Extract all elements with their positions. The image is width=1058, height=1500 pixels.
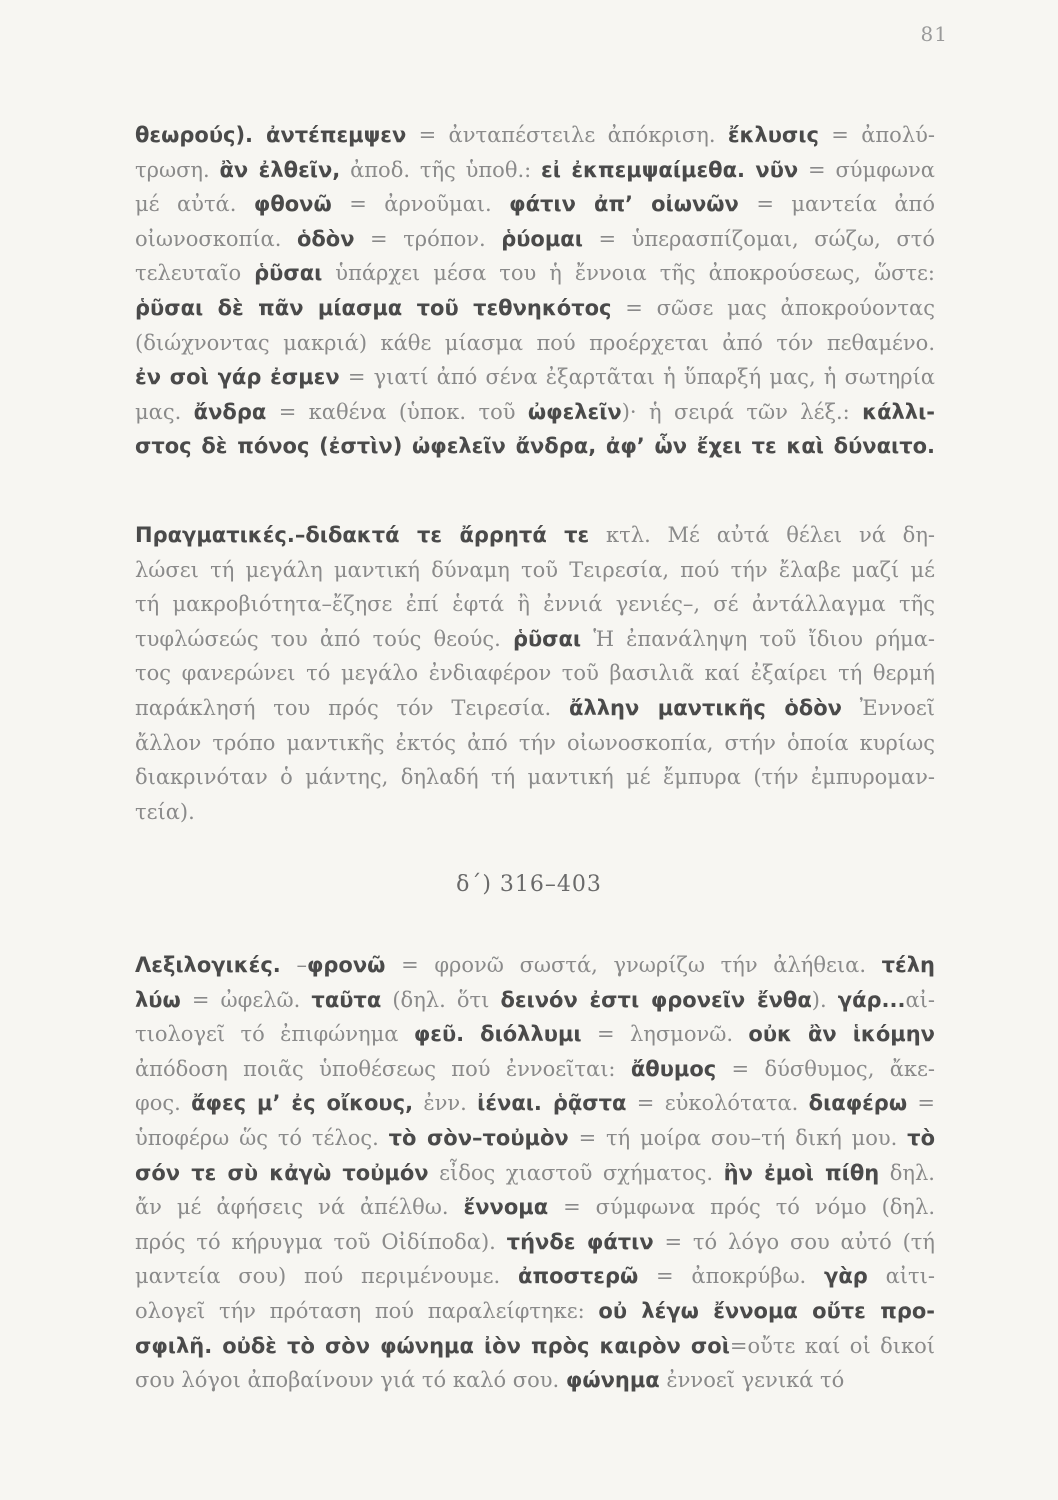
plain-text: τυφλώσεώς του ἀπό τούς θεούς. [135, 626, 513, 651]
plain-text: )· ἡ σειρά τῶν λέξ.: [621, 399, 863, 424]
text-line [135, 1363, 935, 1398]
bold-term: ἔκλυσις [727, 123, 819, 147]
text-line [135, 622, 935, 657]
plain-text: αἰτι- [867, 1264, 935, 1289]
plain-text: αἰ- [905, 987, 935, 1012]
plain-text: σου λόγοι ἀποβαίνουν γιά τό καλό σου. [135, 1368, 566, 1393]
bold-term: φεῦ. διόλλυμι [413, 1022, 582, 1047]
text-line [135, 948, 935, 983]
text-line [135, 518, 935, 553]
bold-term: ταῦτα [311, 987, 382, 1012]
text-line [135, 395, 935, 430]
text-line [135, 1052, 935, 1087]
bold-term: ἂν ἐλθεῖν, [219, 157, 341, 182]
plain-text: ). [811, 987, 838, 1012]
plain-text: κτλ. Μέ αὐτά θέλει νά δη- [589, 523, 935, 547]
bold-term: Πραγματικές.–διδακτά τε ἄρρητά τε [135, 523, 590, 547]
text-line [135, 1225, 935, 1260]
plain-text: εἶδος χιαστοῦ σχήματος. [428, 1160, 724, 1185]
bold-term: τήνδε φάτιν [506, 1229, 654, 1254]
text-line [135, 1294, 935, 1329]
plain-text: = ὑπερασπίζομαι, σώζω, στό [582, 226, 935, 251]
paragraph-practical-notes [135, 518, 935, 829]
text-line [135, 187, 935, 222]
plain-text: =οὔτε καί οἱ δικοί [729, 1333, 935, 1358]
bold-term: γάρ... [837, 987, 906, 1012]
bold-term: ἔννομα [463, 1195, 549, 1220]
plain-text: ἀποδ. τῆς ὑποθ.: [340, 157, 542, 182]
plain-text: παράκλησή του πρός τόν Τειρεσία. [135, 695, 570, 720]
text-line [135, 222, 935, 257]
bold-term: οὐκ ἂν ἱκόμην [748, 1022, 935, 1047]
plain-text: = εὐκολότατα. [626, 1091, 809, 1116]
plain-text: ἐνν. [413, 1091, 478, 1116]
bold-term: φρονῶ [306, 953, 386, 977]
text-line [135, 326, 935, 361]
bold-term: ἢν ἐμοὶ πίθη [723, 1160, 880, 1185]
plain-text: φος. [135, 1091, 192, 1116]
plain-text: οἰωνοσκοπία. [135, 226, 297, 251]
plain-text: = δύσθυμος, ἄκε- [716, 1056, 935, 1081]
text-line [135, 429, 935, 464]
plain-text: ἐννοεῖ γενικά τό [659, 1368, 845, 1393]
bold-term: ἄφες μ’ ἐς οἴκους, [191, 1091, 414, 1116]
text-line [135, 1017, 935, 1052]
bold-term: ὠφελεῖν [527, 399, 622, 424]
bold-term: ῥύομαι [501, 226, 583, 251]
text-line [135, 1329, 935, 1364]
paragraph-lexical-notes-1 [135, 118, 935, 464]
plain-text: = καθένα (ὑποκ. τοῦ [266, 399, 528, 424]
plain-text: = φρονῶ σωστά, γνωρίζω τήν ἀλήθεια. [385, 953, 882, 977]
bold-term: στος δὲ πόνος (ἐστὶν) ὠφελεῖν ἄνδρα, ἀφ’ ὧν ἔχει τε καὶ δύναιτο. [135, 434, 935, 459]
plain-text: ἄν μέ ἀφήσεις νά ἀπέλθω. [135, 1195, 464, 1220]
bold-term: δεινόν ἐστι φρονεῖν ἔνθα [500, 987, 812, 1012]
plain-text: διακρινόταν ὁ μάντης, δηλαδή τή μαντική μέ ἔμπυρα (τήν ἐμπυρομαν- [135, 765, 935, 790]
plain-text: τρωση. [135, 157, 220, 182]
bold-term: ῥῦσαι [254, 261, 323, 286]
text-line [135, 153, 935, 188]
plain-text: (δηλ. ὅτι [381, 987, 501, 1012]
plain-text: = ἀρνοῦμαι. [331, 192, 510, 217]
bold-term: τέλη [881, 953, 935, 977]
plain-text: ολογεῖ τήν πρόταση πού παραλείφτηκε: [135, 1298, 599, 1323]
plain-text: = λησμονῶ. [581, 1022, 749, 1047]
text-line [135, 656, 935, 691]
text-line [135, 587, 935, 622]
bold-term: λύω [135, 987, 181, 1012]
plain-text: τιολογεῖ τό ἐπιφώνημα [135, 1022, 414, 1047]
bold-term: εἰ ἐκπεμψαίμεθα. νῦν [541, 157, 799, 182]
bold-term: ἀποστερῶ [518, 1264, 639, 1289]
plain-text: ἄλλον τρόπο μαντικῆς ἐκτός ἀπό τήν οἰωνοσκοπία, στήν ὁποία κυρίως [135, 730, 935, 755]
plain-text: = σύμφωνα πρός τό νόμο (δηλ. [548, 1195, 935, 1220]
plain-text: = τή μοίρα σου–τή δική μου. [568, 1125, 908, 1150]
plain-text: ἀπόδοση ποιᾶς ὑποθέσεως πού ἐννοεῖται: [135, 1056, 631, 1081]
plain-text: πρός τό κήρυγμα τοῦ Οἰδίποδα). [135, 1229, 507, 1254]
text-line [135, 795, 935, 830]
bold-term: Λεξιλογικές. [135, 953, 281, 977]
bold-term: κάλλι- [862, 399, 935, 424]
bold-term: ἄλλην μαντικῆς ὁδὸν [569, 695, 842, 720]
bold-term: σόν τε σὺ κἀγὼ τοὐμόν [135, 1160, 429, 1185]
paragraph-lexical-notes-2 [135, 948, 935, 1398]
plain-text: τή μακροβιότητα–ἔζησε ἐπί ἑφτά ἢ ἐννιά γενιές–, σέ ἀντάλλαγμα τῆς [135, 592, 935, 617]
text-line [135, 1121, 935, 1156]
text-line [135, 1259, 935, 1294]
text-line [135, 118, 935, 153]
bold-term: φθονῶ [253, 192, 332, 217]
bold-term: ἐν σοὶ γάρ ἐσμεν [135, 365, 340, 390]
plain-text: = ὠφελῶ. [180, 987, 312, 1012]
plain-text: τεία). [135, 799, 195, 824]
plain-text: = ἀπολύ- [818, 123, 936, 147]
plain-text: = σῶσε μας ἀποκρούοντας [611, 295, 935, 320]
text-line [135, 1086, 935, 1121]
text-line [135, 291, 935, 326]
plain-text: λώσει τή μεγάλη μαντική δύναμη τοῦ Τειρεσία, πού τήν ἔλαβε μαζί μέ [135, 557, 935, 582]
text-line [135, 760, 935, 795]
text-line [135, 983, 935, 1018]
bold-term: θεωρούς). ἀντέπεμψεν [135, 123, 407, 147]
bold-term: ὁδὸν [296, 226, 355, 251]
text-line [135, 726, 935, 761]
plain-text: = τρόπον. [354, 226, 502, 251]
plain-text: = μαντεία ἀπό [738, 192, 935, 217]
plain-text: ὑπάρχει μέσα του ἡ ἔννοια τῆς ἀποκρούσεως, ὥστε: [322, 261, 935, 286]
plain-text: τελευταῖο [135, 261, 255, 286]
plain-text: = σύμφωνα [798, 157, 935, 182]
text-line [135, 553, 935, 588]
plain-text: μας. [135, 399, 194, 424]
bold-term: σφιλῆ. οὐδὲ τὸ σὸν φώνημα ἰὸν πρὸς καιρὸν σοὶ [135, 1333, 730, 1358]
bold-term: ῥῦσαι δὲ πᾶν μίασμα τοῦ τεθνηκότος [135, 295, 612, 320]
bold-term: φώνημα [565, 1368, 660, 1393]
text-line [135, 691, 935, 726]
text-line [135, 1190, 935, 1225]
plain-text: – [280, 953, 307, 977]
text-line [135, 360, 935, 395]
plain-text: τος φανερώνει τό μεγάλο ἐνδιαφέρον τοῦ βασιλιᾶ καί ἐξαίρει τή θερμή [135, 661, 935, 686]
plain-text: μαντεία σου) πού περιμένουμε. [135, 1264, 519, 1289]
plain-text: = τό λόγο σου αὐτό (τή [653, 1229, 935, 1254]
section-heading: δ΄) 316–403 [456, 872, 602, 897]
text-line [135, 256, 935, 291]
bold-term: ἰέναι. ῥᾷστα [477, 1091, 627, 1116]
plain-text: = [907, 1091, 935, 1116]
bold-term: τὸ σὸν–τοὐμὸν [388, 1125, 569, 1150]
plain-text: Ἡ ἐπανάληψη τοῦ ἴδιου ρήμα- [581, 626, 935, 651]
bold-term: διαφέρω [808, 1091, 908, 1116]
page-number: 81 [920, 22, 948, 46]
bold-term: τὸ [907, 1125, 936, 1150]
bold-term: οὐ λέγω ἔννομα οὔτε προ- [598, 1298, 935, 1323]
plain-text: (διώχνοντας μακριά) κάθε μίασμα πού προέρχεται ἀπό τόν πεθαμένο. [135, 330, 935, 355]
plain-text: Ἐννοεῖ [841, 695, 935, 720]
plain-text: δηλ. [879, 1160, 935, 1185]
bold-term: φάτιν ἀπ’ οἰωνῶν [509, 192, 739, 217]
plain-text: = ἀνταπέστειλε ἀπόκριση. [406, 123, 728, 147]
bold-term: γὰρ [824, 1264, 868, 1289]
plain-text: = γιατί ἀπό σένα ἐξαρτᾶται ἡ ὕπαρξή μας, ἡ σωτηρία [339, 365, 935, 390]
plain-text: μέ αὐτά. [135, 192, 254, 217]
bold-term: ἄθυμος [630, 1056, 717, 1081]
plain-text: = ἀποκρύβω. [638, 1264, 825, 1289]
bold-term: ἄνδρα [193, 399, 267, 424]
bold-term: ῥῦσαι [512, 626, 582, 651]
text-line [135, 1156, 935, 1191]
plain-text: ὑποφέρω ὥς τό τέλος. [135, 1125, 389, 1150]
